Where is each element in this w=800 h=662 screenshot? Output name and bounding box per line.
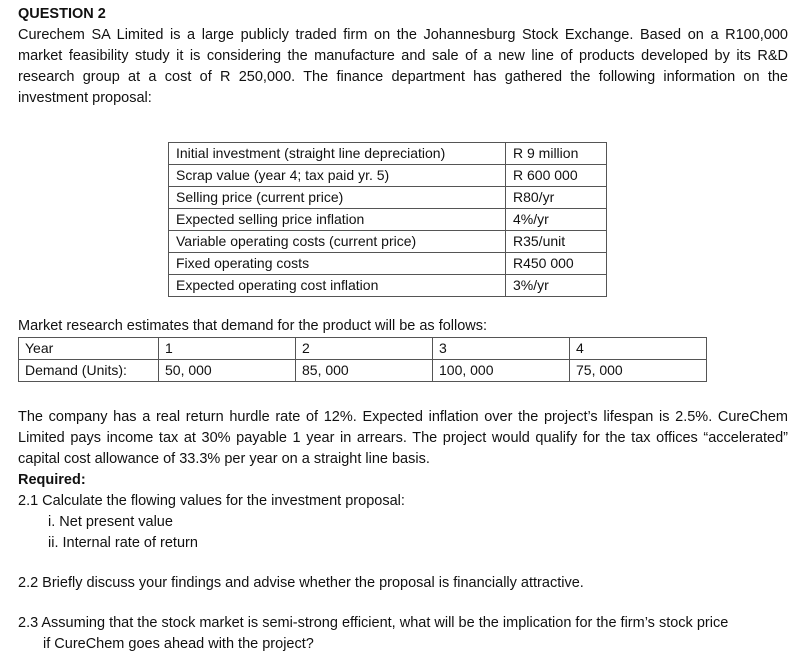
question-2-3-continued: if CureChem goes ahead with the project? bbox=[43, 636, 314, 652]
table-row bbox=[19, 360, 707, 382]
market-intro: Market research estimates that demand for the product will be as follows: bbox=[18, 318, 488, 334]
info-label: Variable operating costs (current price) bbox=[169, 231, 506, 253]
question-2-1: 2.1 Calculate the flowing values for the investment proposal: bbox=[18, 493, 405, 509]
demand-header-cell: 1 bbox=[159, 338, 296, 360]
required-heading: Required: bbox=[18, 472, 86, 488]
table-row bbox=[169, 275, 607, 297]
question-2-1-i: i. Net present value bbox=[48, 514, 173, 530]
info-label: Fixed operating costs bbox=[169, 253, 506, 275]
info-label: Expected selling price inflation bbox=[169, 209, 506, 231]
question-title: QUESTION 2 bbox=[18, 6, 106, 22]
info-value: 3%/yr bbox=[506, 275, 607, 297]
info-value: R 600 000 bbox=[506, 165, 607, 187]
table-row bbox=[19, 338, 707, 360]
info-value: R35/unit bbox=[506, 231, 607, 253]
info-value: R450 000 bbox=[506, 253, 607, 275]
table-row bbox=[169, 187, 607, 209]
question-2-3: 2.3 Assuming that the stock market is semi-strong efficient, what will be the implication for the firm’s stock price bbox=[18, 615, 729, 631]
info-value: R80/yr bbox=[506, 187, 607, 209]
demand-cell: 50, 000 bbox=[159, 360, 296, 382]
table-row bbox=[169, 165, 607, 187]
info-value: 4%/yr bbox=[506, 209, 607, 231]
table-row bbox=[169, 231, 607, 253]
table-row bbox=[169, 209, 607, 231]
info-label: Initial investment (straight line depreciation) bbox=[169, 143, 506, 165]
assumptions-paragraph: The company has a real return hurdle rate of 12%. Expected inflation over the project’s lifespan is 2.5%. CureChem Limited pays income tax at 30% payable 1 year in arrears. The project would qualify for the tax offices “accelerated” capital cost allowance of 33.3% per year on a straight line basis. bbox=[18, 409, 788, 467]
demand-cell: 75, 000 bbox=[570, 360, 707, 382]
question-2-1-ii: ii. Internal rate of return bbox=[48, 535, 198, 551]
table-row bbox=[169, 253, 607, 275]
info-value: R 9 million bbox=[506, 143, 607, 165]
demand-header-cell: 2 bbox=[296, 338, 433, 360]
demand-cell: 100, 000 bbox=[433, 360, 570, 382]
demand-cell: Demand (Units): bbox=[19, 360, 159, 382]
question-2-2: 2.2 Briefly discuss your findings and advise whether the proposal is financially attractive. bbox=[18, 575, 584, 591]
demand-header-cell: Year bbox=[19, 338, 159, 360]
document-page bbox=[18, 4, 788, 655]
info-label: Selling price (current price) bbox=[169, 187, 506, 209]
intro-paragraph: Curechem SA Limited is a large publicly traded firm on the Johannesburg Stock Exchange. Based on a R100,000 market feasibility study it is considering the manufacture and sale of a new line of products developed by its R&D research group at a cost of R 250,000. The finance department has gathered the following information on the investment proposal: bbox=[18, 27, 788, 106]
demand-cell: 85, 000 bbox=[296, 360, 433, 382]
info-label: Scrap value (year 4; tax paid yr. 5) bbox=[169, 165, 506, 187]
demand-header-cell: 3 bbox=[433, 338, 570, 360]
demand-header-cell: 4 bbox=[570, 338, 707, 360]
investment-info-table bbox=[168, 142, 607, 297]
info-label: Expected operating cost inflation bbox=[169, 275, 506, 297]
demand-table bbox=[18, 337, 707, 382]
table-row bbox=[169, 143, 607, 165]
